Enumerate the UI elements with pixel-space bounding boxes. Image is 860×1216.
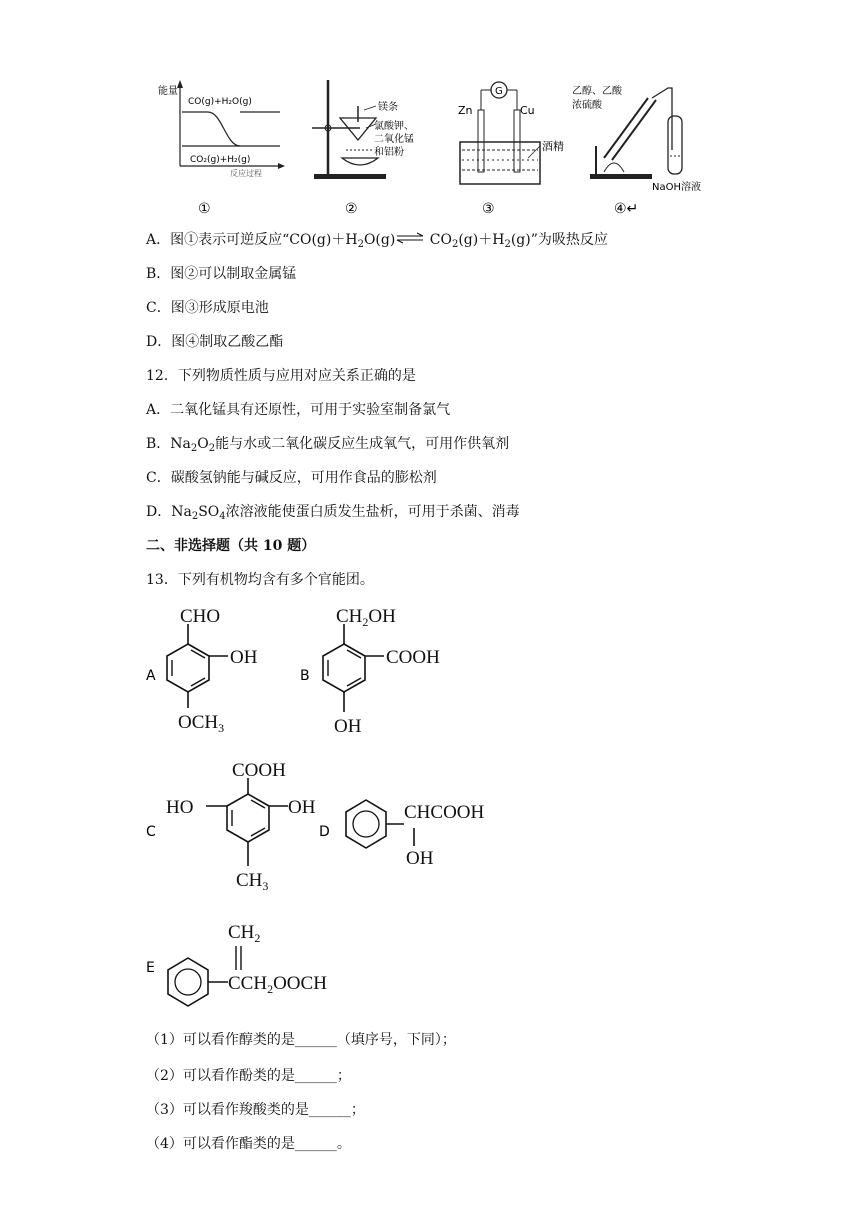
q12-option-b: B．$Na_2O_2$能与水或二氧化碳反应生成氧气，可用作供氧剂 [146, 436, 510, 454]
b-hydroxyl-group: OH [334, 716, 362, 737]
q13-subquestion-2: （2）可以看作酚类的是______； [146, 1068, 351, 1084]
q12-option-c: C．碳酸氢钠能与碱反应，可用作食品的膨松剂 [146, 470, 437, 486]
cu-electrode-label: Cu [520, 104, 535, 117]
reagents-label-1: 乙醇、乙酸 [572, 86, 622, 97]
q11-option-b: B．图②可以制取金属锰 [146, 266, 297, 282]
structure-c [146, 760, 316, 893]
structure-b [300, 606, 440, 737]
reaction-progress-label: 反应过程 [230, 169, 262, 178]
a-methoxy-group: $OCH_3$ [178, 712, 225, 735]
naoh-solution-label: NaOH溶液 [652, 182, 701, 193]
b-carboxyl-group: COOH [386, 647, 440, 668]
svg-text:C: C [146, 824, 156, 840]
energy-diagram [158, 80, 285, 217]
c-left-hydroxyl: HO [166, 797, 194, 818]
section-heading: 二、非选择题（共 10 题） [146, 538, 316, 554]
thermite-label-3: 二氧化锰 [374, 134, 414, 145]
reagents-label-2: 浓硫酸 [572, 100, 602, 111]
e-ester-chain: $CCH_2OOCH$ [228, 973, 327, 996]
figure-number-2: ② [345, 201, 358, 217]
a-aldehyde-group: CHO [180, 606, 221, 627]
galvanometer-label: G [495, 86, 503, 97]
ethanol-label: 酒精 [542, 140, 564, 153]
q12-option-a: A．二氧化锰具有还原性，可用于实验室制备氯气 [146, 402, 451, 418]
figure-number-3: ③ [482, 201, 495, 217]
c-methyl-group: $CH_3$ [236, 870, 269, 893]
q13-subquestion-4: （4）可以看作酯类的是______。 [146, 1136, 351, 1152]
energy-axis-label: 能量 [158, 86, 178, 97]
thermite-apparatus [312, 80, 414, 217]
a-hydroxyl-group: OH [230, 647, 258, 668]
c-right-hydroxyl: OH [288, 797, 316, 818]
organic-structures [0, 596, 860, 1016]
zn-electrode-label: Zn [458, 104, 473, 117]
q12-option-d: D．$Na_2SO_4$浓溶液能使蛋白质发生盐析，可用于杀菌、消毒 [146, 504, 520, 522]
galvanic-cell [458, 82, 564, 217]
structure-e [146, 922, 327, 1006]
structure-d [319, 800, 485, 869]
c-carboxyl-group: COOH [232, 760, 286, 781]
reactants-label: CO(g)+H₂O(g) [188, 97, 252, 107]
q13-stem: 13．下列有机物均含有多个官能团。 [146, 572, 374, 588]
e-methylene-group: $CH_2$ [228, 922, 261, 945]
thermite-label-1: 镁条 [378, 102, 398, 113]
q13-subquestion-1: （1）可以看作醇类的是______（填序号，下同）； [146, 1032, 456, 1048]
q12-stem: 12．下列物质性质与应用对应关系正确的是 [146, 368, 416, 384]
thermite-label-4: 和铝粉 [374, 147, 404, 158]
q11-option-d: D．图④制取乙酸乙酯 [146, 334, 284, 350]
q13-subquestion-3: （3）可以看作羧酸类的是______； [146, 1102, 365, 1118]
q11-option-a: A．图①表示可逆反应“$CO(g)+H_2O(g)$ $CO_2(g)+H_2(g)$”为吸热反应 [146, 232, 608, 250]
thermite-label-2: 氯酸钾、 [374, 121, 414, 132]
structure-a [146, 606, 258, 735]
figure-number-1: ① [198, 201, 211, 217]
figure-number-4: ④↵ [614, 201, 639, 217]
b-hydroxymethyl-group: $CH_2OH$ [336, 606, 396, 629]
d-hydroxyl-group: OH [406, 848, 434, 869]
svg-text:A: A [146, 668, 156, 684]
d-side-chain: CHCOOH [404, 802, 485, 823]
svg-text:D: D [319, 824, 330, 840]
ester-apparatus [572, 84, 701, 217]
svg-text:B: B [300, 668, 310, 684]
products-label: CO₂(g)+H₂(g) [190, 155, 251, 165]
svg-text:E: E [146, 960, 155, 976]
reversible-arrow-icon [395, 230, 425, 250]
q11-option-c: C．图③形成原电池 [146, 300, 269, 316]
experiment-figures [0, 76, 860, 221]
